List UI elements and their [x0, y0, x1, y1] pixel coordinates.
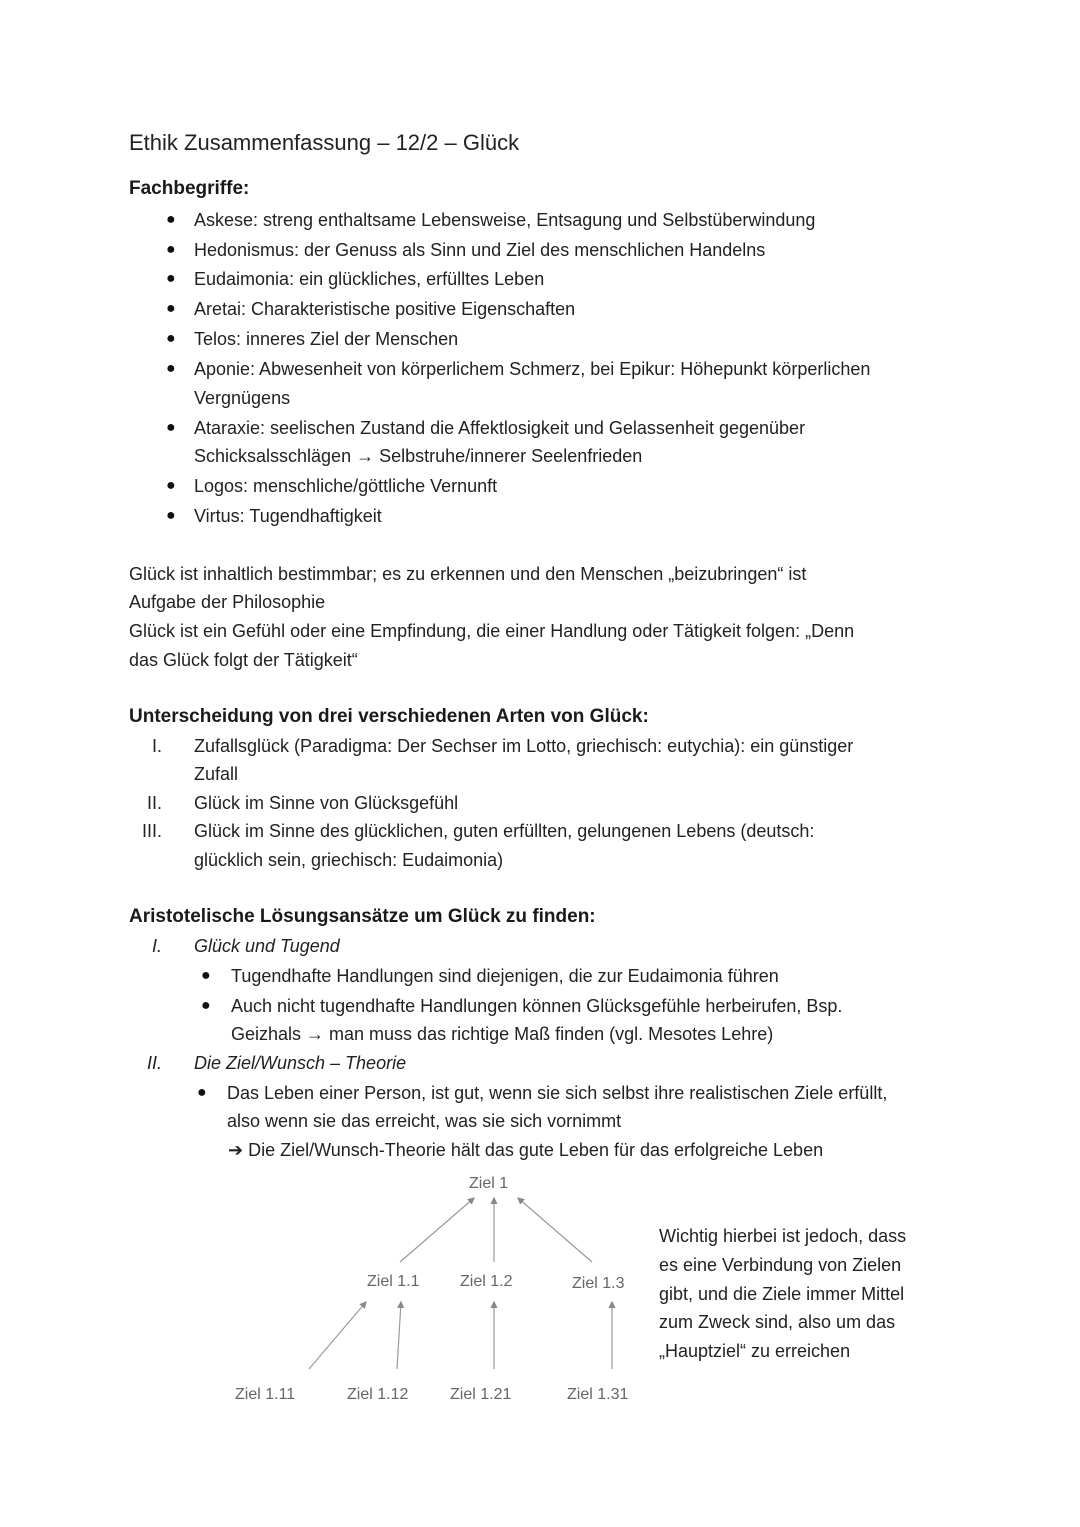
list-item-continuation: Geizhals → man muss das richtige Maß finden (vgl. Mesotes Lehre) — [231, 1024, 774, 1044]
list-item: Auch nicht tugendhafte Handlungen können Glücksgefühle herbeirufen, Bsp. — [231, 996, 843, 1016]
list-item-continuation: glücklich sein, griechisch: Eudaimonia) — [194, 850, 504, 870]
bullet-icon: ● — [166, 270, 176, 287]
list-item-continuation: Zufall — [194, 764, 239, 784]
goal-level1: Ziel 1.2 — [460, 1273, 513, 1290]
list-item: Hedonismus: der Genuss als Sinn und Ziel des menschlichen Handelns — [194, 240, 766, 260]
bullet-icon: ● — [201, 967, 211, 984]
list-item: Glück im Sinne des glücklichen, guten erfüllten, gelungenen Lebens (deutsch: — [194, 821, 815, 841]
list-item: Zufallsglück (Paradigma: Der Sechser im Lotto, griechisch: eutychia): ein günstiger — [194, 736, 854, 756]
bullet-icon: ● — [166, 241, 176, 258]
list-item: Tugendhafte Handlungen sind diejenigen, die zur Eudaimonia führen — [231, 966, 779, 986]
connector-line — [400, 1198, 474, 1262]
list-item: Aponie: Abwesenheit von körperlichem Schmerz, bei Epikur: Höhepunkt körperlichen — [194, 359, 871, 379]
goal-level2: Ziel 1.31 — [567, 1386, 629, 1403]
list-item: Eudaimonia: ein glückliches, erfülltes Leben — [194, 269, 545, 289]
bullet-icon: ● — [201, 997, 211, 1014]
list-number: III. — [141, 821, 162, 841]
paragraph-line: das Glück folgt der Tätigkeit“ — [129, 650, 358, 670]
list-item: Logos: menschliche/göttliche Vernunft — [194, 476, 498, 496]
fachbegriffe-heading: Fachbegriffe: — [129, 178, 250, 199]
bullet-icon: ● — [197, 1084, 207, 1101]
list-item: Das Leben einer Person, ist gut, wenn sie sich selbst ihre realistischen Ziele erfüllt, — [227, 1083, 888, 1103]
goal-level2: Ziel 1.11 — [235, 1386, 296, 1403]
list-item-continuation: also wenn sie das erreicht, was sie sich vornimmt — [227, 1111, 622, 1131]
paragraph-line: Glück ist inhaltlich bestimmbar; es zu erkennen und den Menschen „beizubringen“ ist — [129, 564, 807, 584]
list-item: Ataraxie: seelischen Zustand die Affektlosigkeit und Gelassenheit gegenüber — [194, 418, 806, 438]
bullet-icon: ● — [166, 477, 176, 494]
note-line: es eine Verbindung von Zielen — [659, 1255, 902, 1275]
list-number: I. — [151, 736, 162, 756]
goal-level2: Ziel 1.21 — [450, 1386, 512, 1403]
bullet-icon: ● — [166, 360, 176, 377]
bullet-icon: ● — [166, 419, 176, 436]
arrow-conclusion: ➔ Die Ziel/Wunsch-Theorie hält das gute Leben für das erfolgreiche Leben — [228, 1140, 824, 1160]
paragraph-line: Glück ist ein Gefühl oder eine Empfindung, die einer Handlung oder Tätigkeit folgen: „Denn — [129, 621, 855, 641]
bullet-icon: ● — [166, 300, 176, 317]
arten-heading: Unterscheidung von drei verschiedenen Arten von Glück: — [129, 706, 649, 727]
bullet-icon: ● — [166, 507, 176, 524]
note-line: Wichtig hierbei ist jedoch, dass — [659, 1226, 907, 1246]
note-line: gibt, und die Ziele immer Mittel — [659, 1284, 905, 1304]
section-title: Die Ziel/Wunsch – Theorie — [194, 1053, 407, 1073]
connector-line — [518, 1198, 592, 1262]
bullet-icon: ● — [166, 211, 176, 228]
list-number: II. — [146, 793, 162, 813]
connector-line — [309, 1302, 366, 1369]
note-line: zum Zweck sind, also um das — [659, 1312, 896, 1332]
page-title: Ethik Zusammenfassung – 12/2 – Glück — [129, 130, 520, 155]
section-title: Glück und Tugend — [194, 936, 340, 956]
goal-level1: Ziel 1.3 — [572, 1275, 625, 1292]
goal-level2: Ziel 1.12 — [347, 1386, 409, 1403]
list-item-continuation: Vergnügens — [194, 388, 291, 408]
list-item: Aretai: Charakteristische positive Eigenschaften — [194, 299, 576, 319]
connector-line — [397, 1302, 401, 1369]
goal-root: Ziel 1 — [469, 1175, 509, 1192]
paragraph-line: Aufgabe der Philosophie — [129, 592, 326, 612]
list-number: II. — [146, 1053, 162, 1073]
list-number: I. — [151, 936, 162, 956]
ansaetze-heading: Aristotelische Lösungsansätze um Glück zu finden: — [129, 906, 596, 927]
list-item-continuation: Schicksalsschlägen → Selbstruhe/innerer Seelenfrieden — [194, 446, 643, 466]
list-item: Glück im Sinne von Glücksgefühl — [194, 793, 459, 813]
list-item: Telos: inneres Ziel der Menschen — [194, 329, 459, 349]
list-item: Virtus: Tugendhaftigkeit — [194, 506, 382, 526]
list-item: Askese: streng enthaltsame Lebensweise, Entsagung und Selbstüberwindung — [194, 210, 816, 230]
goal-level1: Ziel 1.1 — [367, 1273, 420, 1290]
bullet-icon: ● — [166, 330, 176, 347]
note-line: „Hauptziel“ zu erreichen — [659, 1341, 851, 1361]
